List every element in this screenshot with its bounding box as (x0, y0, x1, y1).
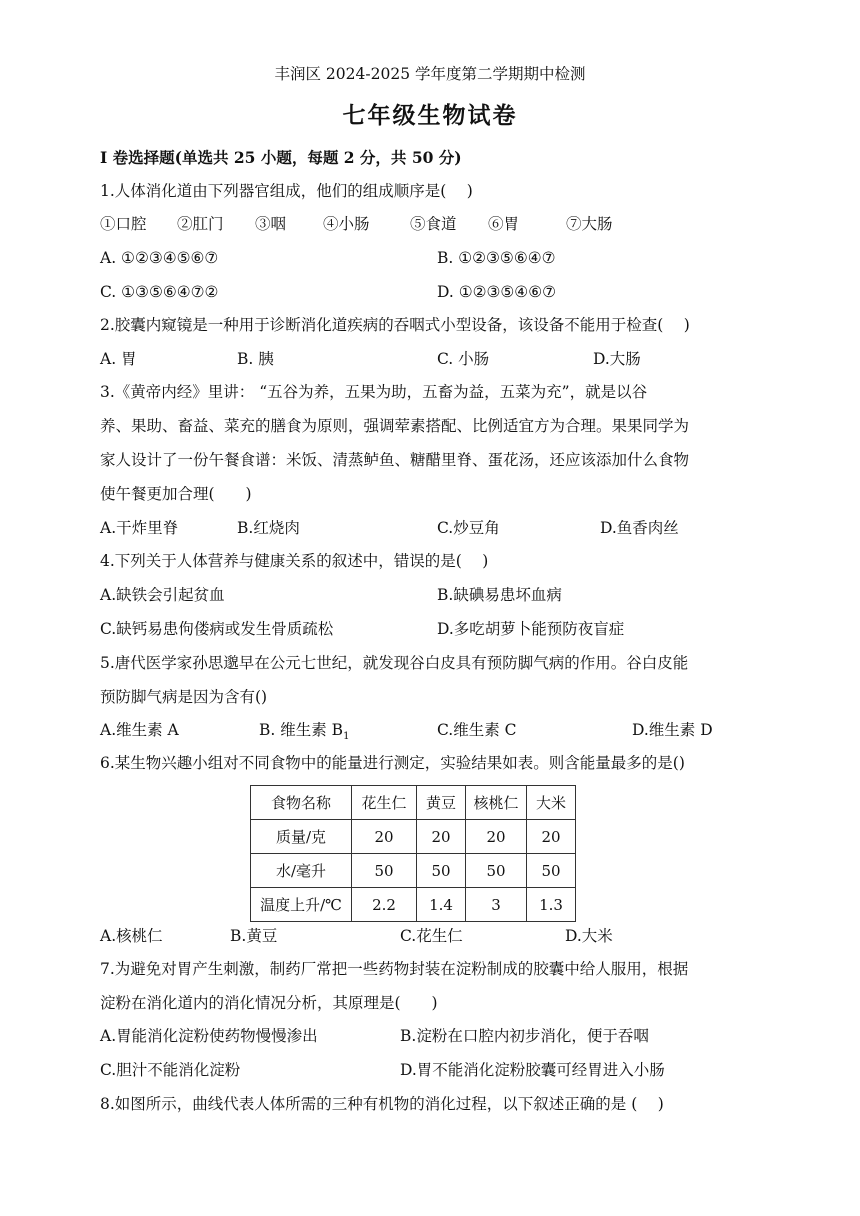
table-cell: 质量/克 (251, 820, 352, 854)
table-cell: 20 (417, 820, 466, 854)
table-cell: 50 (527, 854, 576, 888)
table-cell: 50 (352, 854, 417, 888)
q2-stem: 2.胶囊内窥镜是一种用于诊断消化道疾病的吞咽式小型设备，该设备不能用于检查( ) (100, 316, 690, 334)
q3-option-b: B.红烧肉 (237, 519, 300, 537)
table-cell: 50 (417, 854, 466, 888)
q6-option-d: D.大米 (565, 927, 613, 945)
q7-option-b: B.淀粉在口腔内初步消化，便于吞咽 (400, 1027, 649, 1045)
q3-stem-line-3: 家人设计了一份午餐食谱：米饭、清蒸鲈鱼、糖醋里脊、蛋花汤，还应该添加什么食物 (100, 451, 690, 469)
food-energy-table (250, 785, 576, 922)
table-cell: 20 (527, 820, 576, 854)
table-cell: 2.2 (352, 888, 417, 922)
table-header-row (251, 786, 576, 820)
table-header-cell: 食物名称 (251, 786, 352, 820)
q8-stem: 8.如图所示，曲线代表人体所需的三种有机物的消化过程，以下叙述正确的是 ( ) (100, 1095, 664, 1113)
q1-organ: ①口腔 (100, 215, 147, 233)
q3-stem-line-2: 养、果助、畜益、菜充的膳食为原则，强调荤素搭配、比例适宜方为合理。果果同学为 (100, 417, 690, 435)
exam-title: 七年级生物试卷 (342, 102, 518, 129)
table-cell: 温度上升/℃ (251, 888, 352, 922)
table-cell: 1.4 (417, 888, 466, 922)
table-row (251, 820, 576, 854)
table-row (251, 854, 576, 888)
q7-stem-line-1: 7.为避免对胃产生刺激，制药厂常把一些药物封装在淀粉制成的胶囊中给人服用，根据 (100, 960, 689, 978)
q7-stem-line-2: 淀粉在消化道内的消化情况分析，其原理是( ) (100, 994, 438, 1012)
q4-option-a: A.缺铁会引起贫血 (100, 586, 225, 604)
exam-subtitle: 丰润区 2024-2025 学年度第二学期期中检测 (274, 65, 586, 83)
q4-option-c: C.缺钙易患佝偻病或发生骨质疏松 (100, 620, 334, 638)
q1-organ: ⑦大肠 (566, 215, 613, 233)
table-header-cell: 花生仁 (352, 786, 417, 820)
q5-option-b-subscript: 1 (343, 731, 350, 743)
q2-option-c: C. 小肠 (437, 350, 490, 368)
q3-option-c: C.炒豆角 (437, 519, 500, 537)
q1-option-a: A. ①②③④⑤⑥⑦ (100, 249, 219, 267)
q5-option-b (259, 719, 349, 748)
q1-organ: ③咽 (255, 215, 287, 233)
q5-stem-line-2: 预防脚气病是因为含有() (100, 688, 268, 706)
q2-option-a: A. 胃 (100, 350, 137, 368)
q5-stem-line-1: 5.唐代医学家孙思邈早在公元七世纪，就发现谷白皮具有预防脚气病的作用。谷白皮能 (100, 654, 689, 672)
q7-option-c: C.胆汁不能消化淀粉 (100, 1061, 241, 1079)
q1-stem: 1.人体消化道由下列器官组成，他们的组成顺序是( ) (100, 182, 473, 200)
q7-option-d: D.胃不能消化淀粉胶囊可经胃进入小肠 (400, 1061, 665, 1079)
table-cell: 3 (466, 888, 527, 922)
q5-option-d: D.维生素 D (632, 721, 713, 739)
table-cell: 20 (466, 820, 527, 854)
q5-option-c: C.维生素 C (437, 721, 517, 739)
q4-option-b: B.缺碘易患坏血病 (437, 586, 562, 604)
table-cell: 20 (352, 820, 417, 854)
q3-stem-line-1: 3.《黄帝内经》里讲： “五谷为养，五果为助，五畜为益，五菜为充”，就是以谷 (100, 383, 648, 401)
q6-option-b: B.黄豆 (230, 927, 278, 945)
q6-option-c: C.花生仁 (400, 927, 463, 945)
q6-option-a: A.核桃仁 (100, 927, 163, 945)
q1-option-d: D. ①②③⑤④⑥⑦ (437, 283, 556, 301)
table-header-cell: 核桃仁 (466, 786, 527, 820)
q3-option-d: D.鱼香肉丝 (600, 519, 679, 537)
q1-option-c: C. ①③⑤⑥④⑦② (100, 283, 219, 301)
table-cell: 水/毫升 (251, 854, 352, 888)
q2-option-d: D.大肠 (593, 350, 641, 368)
q3-stem-line-4: 使午餐更加合理( ) (100, 485, 252, 503)
q1-option-b: B. ①②③⑤⑥④⑦ (437, 249, 556, 267)
q3-option-a: A.干炸里脊 (100, 519, 179, 537)
table-cell: 1.3 (527, 888, 576, 922)
table-row (251, 888, 576, 922)
q5-option-a: A.维生素 A (100, 721, 179, 739)
table-header-cell: 黄豆 (417, 786, 466, 820)
q7-option-a: A.胃能消化淀粉使药物慢慢渗出 (100, 1027, 318, 1045)
q2-option-b: B. 胰 (237, 350, 274, 368)
q4-stem: 4.下列关于人体营养与健康关系的叙述中，错误的是( ) (100, 552, 489, 570)
table-header-cell: 大米 (527, 786, 576, 820)
q4-option-d: D.多吃胡萝卜能预防夜盲症 (437, 620, 625, 638)
q1-organ: ⑤食道 (410, 215, 457, 233)
section-heading: Ⅰ 卷选择题(单选共 25 小题，每题 2 分，共 50 分) (100, 148, 462, 167)
table-cell: 50 (466, 854, 527, 888)
q5-option-b-text: B. 维生素 B (259, 721, 344, 739)
q1-organ: ④小肠 (323, 215, 370, 233)
q1-organ: ⑥胃 (488, 215, 520, 233)
q1-organ: ②肛门 (177, 215, 224, 233)
q6-stem: 6.某生物兴趣小组对不同食物中的能量进行测定，实验结果如表。则含能量最多的是() (100, 754, 685, 772)
